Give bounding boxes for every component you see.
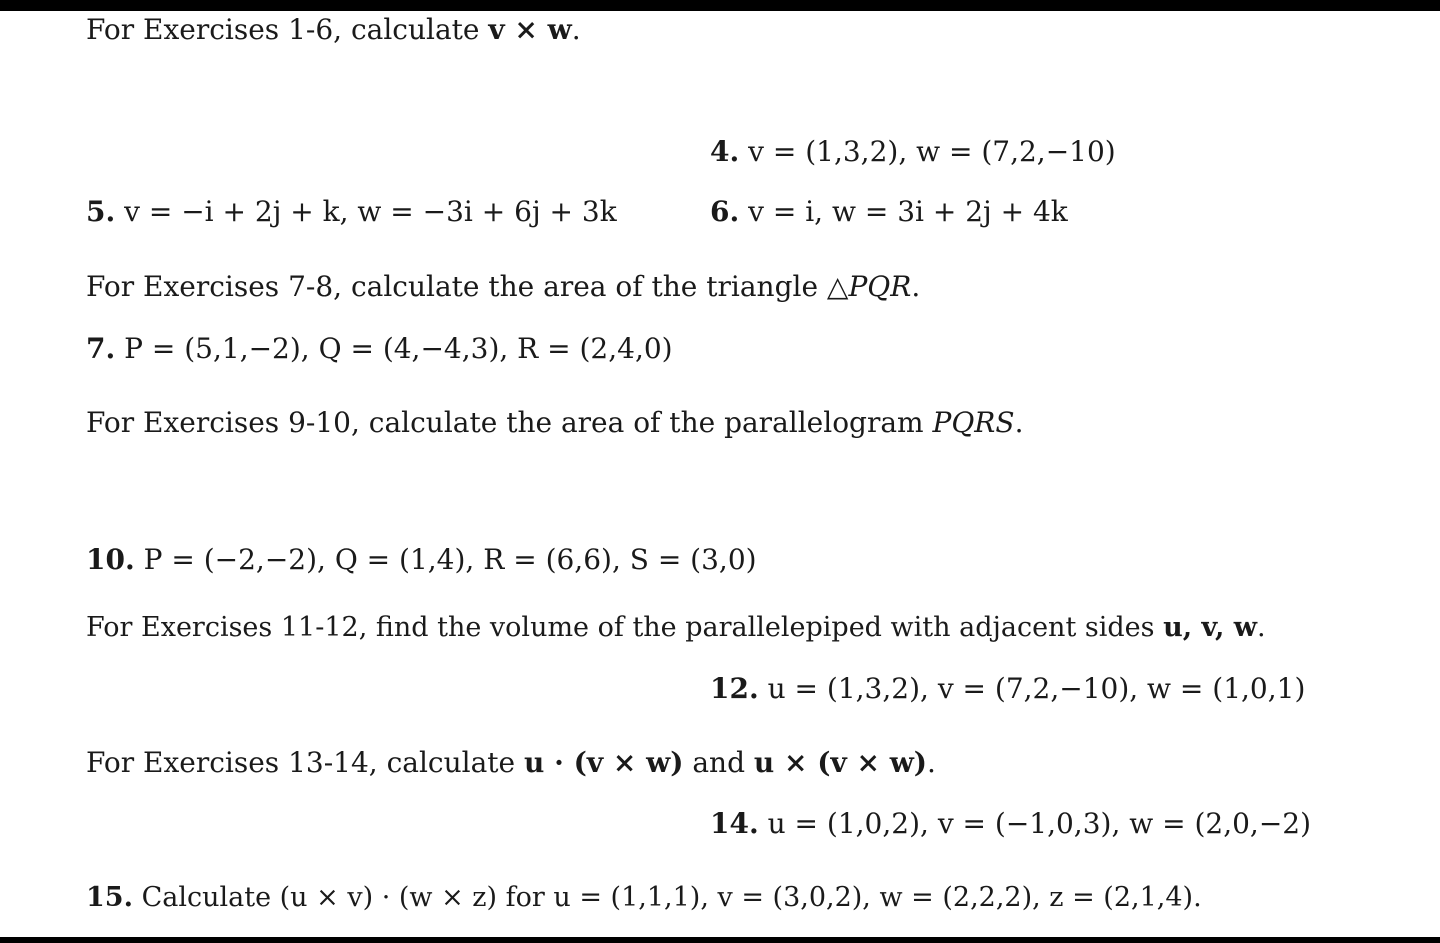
exercise-number: 6. bbox=[710, 195, 740, 228]
heading-punct: . bbox=[1257, 612, 1266, 643]
heading-text: For Exercises 13-14, calculate bbox=[86, 746, 525, 779]
heading-punct: . bbox=[1014, 406, 1024, 439]
exercise-text: v = (1,3,2), w = (7,2,−10) bbox=[748, 135, 1116, 168]
exercise-15 bbox=[86, 881, 1202, 915]
bottom-border bbox=[0, 937, 1440, 943]
heading-punct: . bbox=[927, 746, 936, 779]
heading-math: u, v, w bbox=[1163, 612, 1258, 643]
exercise-number: 10. bbox=[86, 543, 135, 576]
exercise-number: 15. bbox=[86, 882, 133, 913]
heading-math: u × (v × w) bbox=[753, 746, 928, 779]
exercise-text: P = (−2,−2), Q = (1,4), R = (6,6), S = (3,0) bbox=[143, 543, 757, 576]
exercise-text: v = i, w = 3i + 2j + 4k bbox=[748, 195, 1068, 228]
exercise-12 bbox=[710, 672, 1305, 706]
heading-exercises-13-14 bbox=[86, 746, 936, 780]
exercise-number: 5. bbox=[86, 195, 116, 228]
exercise-text: P = (5,1,−2), Q = (4,−4,3), R = (2,4,0) bbox=[124, 332, 673, 365]
exercise-text: Calculate (u × v) · (w × z) for u = (1,1,1), v = (3,0,2), w = (2,2,2), z = (2,1,4). bbox=[141, 882, 1202, 913]
top-border bbox=[0, 0, 1440, 11]
heading-exercises-11-12 bbox=[86, 611, 1266, 645]
heading-text: For Exercises 1-6, calculate bbox=[86, 13, 489, 46]
exercise-number: 14. bbox=[710, 807, 759, 840]
exercise-number: 4. bbox=[710, 135, 740, 168]
heading-text: For Exercises 9-10, calculate the area of the parallelogram bbox=[86, 406, 933, 439]
heading-math: PQRS bbox=[932, 406, 1015, 439]
heading-text: For Exercises 7-8, calculate the area of the triangle bbox=[86, 270, 827, 303]
exercise-5 bbox=[86, 195, 617, 229]
exercise-number: 7. bbox=[86, 332, 116, 365]
heading-exercises-9-10 bbox=[86, 406, 1023, 440]
exercise-text: u = (1,3,2), v = (7,2,−10), w = (1,0,1) bbox=[767, 672, 1306, 705]
exercise-4 bbox=[710, 135, 1116, 169]
exercise-10 bbox=[86, 543, 757, 577]
heading-math: △PQR bbox=[826, 270, 912, 303]
heading-exercises-7-8 bbox=[86, 270, 920, 304]
exercise-7 bbox=[86, 332, 673, 366]
heading-math: v × w bbox=[488, 13, 572, 46]
heading-text: For Exercises 11-12, find the volume of the parallelepiped with adjacent sides bbox=[86, 612, 1164, 643]
heading-punct: . bbox=[571, 13, 581, 46]
heading-punct: . bbox=[911, 270, 921, 303]
heading-math: u · (v × w) bbox=[524, 746, 684, 779]
exercise-14 bbox=[710, 807, 1311, 841]
exercise-text: v = −i + 2j + k, w = −3i + 6j + 3k bbox=[124, 195, 617, 228]
exercise-6 bbox=[710, 195, 1068, 229]
heading-exercises-1-6 bbox=[86, 13, 581, 47]
exercise-number: 12. bbox=[710, 672, 759, 705]
exercise-text: u = (1,0,2), v = (−1,0,3), w = (2,0,−2) bbox=[767, 807, 1312, 840]
heading-text: and bbox=[683, 746, 754, 779]
